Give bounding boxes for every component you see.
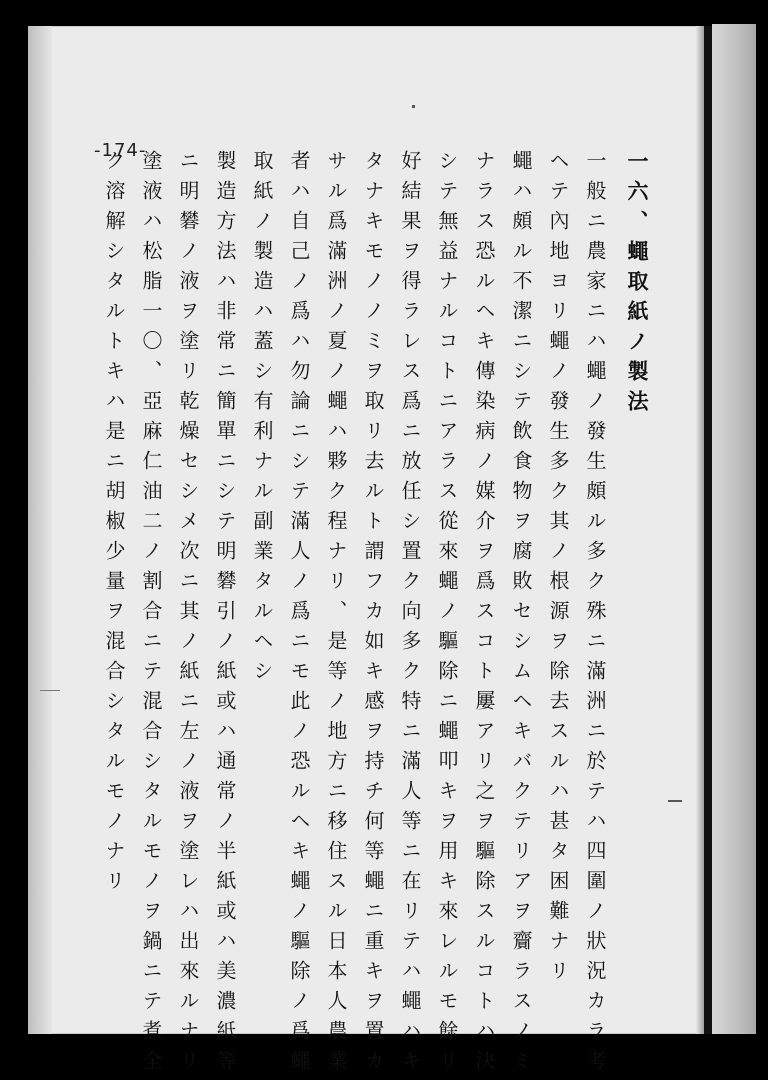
page-smudge-mark [668,800,682,802]
text-column: ヘテ內地ヨリ蠅ノ發生多ク其ノ根源ヲ除去スルハ甚タ困難ナリ [546,150,570,990]
section-title: 一六、蠅取紙ノ製法 [625,150,650,420]
text-column: シテ無益ナルコトニアラス從來蠅ノ驅除ニ蠅叩キヲ用キ來レルモ餘リ [435,150,459,1080]
text-column: ナラス恐ルヘキ傳染病ノ媒介ヲ爲スコト屢アリ之ヲ驅除スルコトハ決 [472,150,496,1080]
text-column: 好結果ヲ得ラレス爲ニ放任シ置ク向多ク特ニ滿人等ニ在リテハ蠅ハキ [398,150,422,1080]
text-column: タナキモノノミヲ取リ去ルト謂フカ如キ感ヲ持チ何等蠅ニ重キヲ置カ [361,150,385,1080]
page-number: -174- [94,140,147,161]
page-smudge-mark [40,690,60,691]
text-column: 者ハ自己ノ爲ハ勿論ニシテ滿人ノ爲ニモ此ノ恐ルヘキ蠅ノ驅除ノ爲蠅 [287,150,311,1080]
text-column: 蠅ハ頗ル不潔ニシテ飲食物ヲ腐敗セシムヘキバクテリアヲ齎ラスノミ [509,150,533,1080]
page-left-edge-shadow [28,26,52,1034]
page-speck [412,105,415,108]
page-right-edge-shadow [696,26,704,1034]
vertical-text-block [100,150,650,1080]
text-column: 取紙ノ製造ハ蓋シ有利ナル副業タルヘシ [250,150,274,690]
text-column: ク溶解シタルトキハ是ニ胡椒少量ヲ混合シタルモノナリ [102,150,126,900]
text-column: 塗液ハ松脂一〇、亞麻仁油二ノ割合ニテ混合シタルモノヲ鍋ニテ煮全 [139,150,163,1080]
text-column: ニ明礬ノ液ヲ塗リ乾燥セシメ次ニ其ノ紙ニ左ノ液ヲ塗レハ出來ルナリ [176,150,200,1080]
text-column: 一般ニ農家ニハ蠅ノ發生頗ル多ク殊ニ滿洲ニ於テハ四圍ノ狀況カラ考 [583,150,607,1080]
text-column: サル爲滿洲ノ夏ノ蠅ハ夥ク程ナリ、是等ノ地方ニ移住スル日本人農業 [324,150,348,1080]
facing-page-edge [712,24,756,1034]
text-column: 製造方法ハ非常ニ簡單ニシテ明礬引ノ紙或ハ通常ノ半紙或ハ美濃紙等 [213,150,237,1080]
book-spine [704,26,712,1034]
